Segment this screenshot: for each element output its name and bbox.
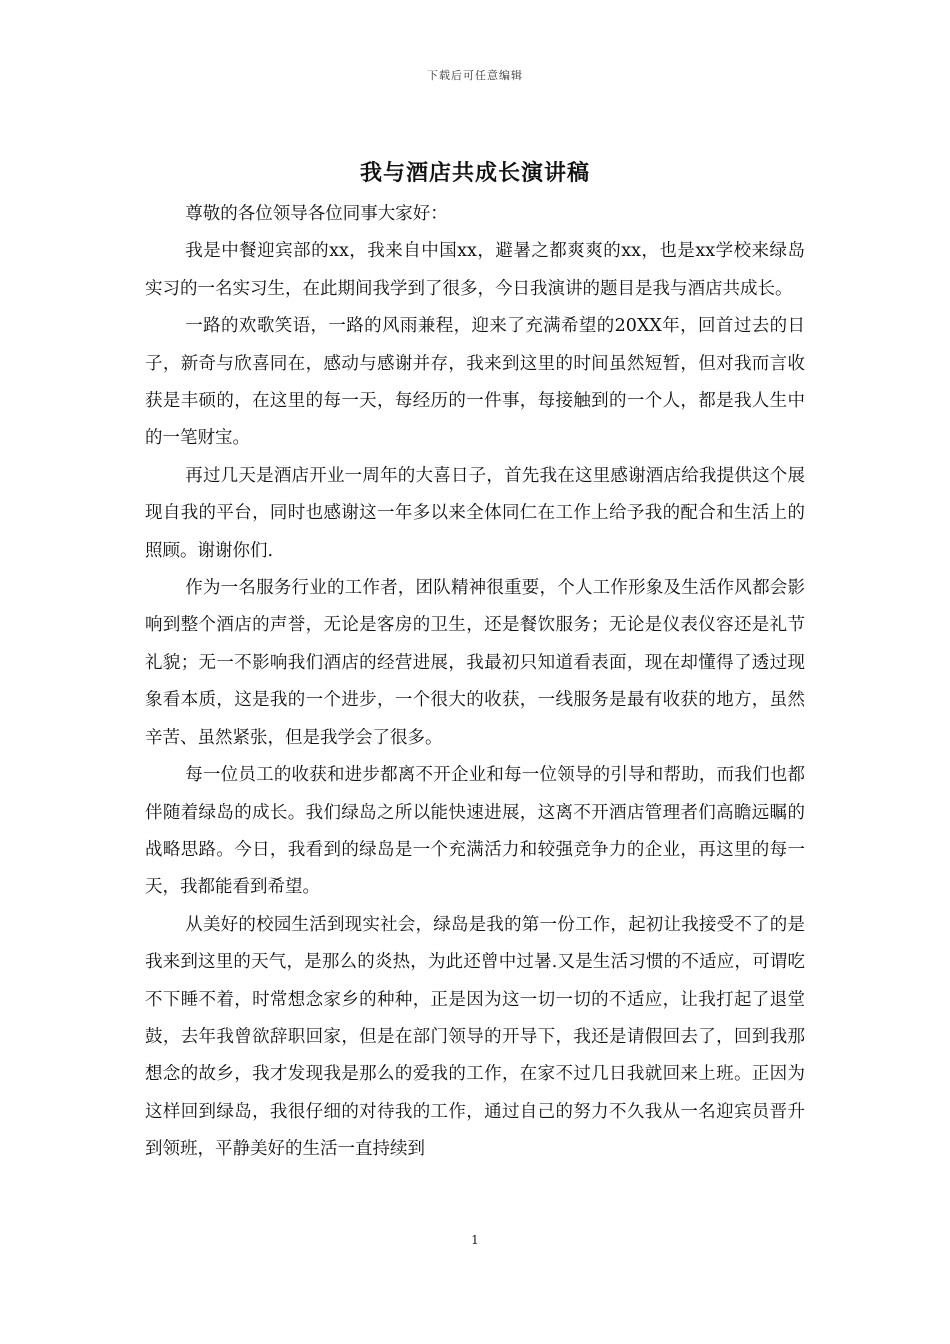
paragraph-salutation: 尊敬的各位领导各位同事大家好： xyxy=(185,204,448,224)
paragraph: 再过几天是酒店开业一周年的大喜日子，首先我在这里感谢酒店给我提供这个展现自我的平台，同时也感谢这一年多以来全体同仁在工作上给予我的配合和生活上的照顾。谢谢你们. xyxy=(145,465,805,561)
page-number: 1 xyxy=(471,1233,479,1247)
document-body xyxy=(145,196,805,1169)
paragraph: 作为一名服务行业的工作者，团队精神很重要，个人工作形象及生活作风都会影响到整个酒店的声誉，无论是客房的卫生，还是餐饮服务；无论是仪表仪容还是礼节礼貌；无一不影响我们酒店的经营进展，我最初只知道看表面，现在却懂得了透过现象看本质，这是我的一个进步，一个很大的收获，一线服务是最有收获的地方，虽然辛苦、虽然紧张，但是我学会了很多。 xyxy=(145,578,805,748)
paragraph: 我是中餐迎宾部的xx，我来自中国xx，避暑之都爽爽的xx，也是xx学校来绿岛实习的一名实习生，在此期间我学到了很多，今日我演讲的题目是我与酒店共成长。 xyxy=(145,241,805,299)
paragraph: 每一位员工的收获和进步都离不开企业和每一位领导的引导和帮助，而我们也都伴随着绿岛的成长。我们绿岛之所以能快速进展，这离不开酒店管理者们高瞻远瞩的战略思路。今日，我看到的绿岛是一个充满活力和较强竞争力的企业，再这里的每一天，我都能看到希望。 xyxy=(145,765,805,898)
paragraph: 一路的欢歌笑语，一路的风雨兼程，迎来了充满希望的20XX年，回首过去的日子，新奇与欣喜同在，感动与感谢并存，我来到这里的时间虽然短暂，但对我而言收获是丰硕的，在这里的每一天，每经历的一件事，每接触到的一个人，都是我人生中的一笔财宝。 xyxy=(145,316,805,449)
page-header: 下载后可任意编辑 xyxy=(427,69,523,82)
document-title: 我与酒店共成长演讲稿 xyxy=(359,160,590,186)
paragraph: 从美好的校园生活到现实社会，绿岛是我的第一份工作，起初让我接受不了的是我来到这里的天气，是那么的炎热，为此还曾中过暑.又是生活习惯的不适应，可谓吃不下睡不着，时常想念家乡的种种，正是因为这一切一切的不适应，让我打起了退堂鼓，去年我曾欲辞职回家，但是在部门领导的开导下，我还是请假回去了，回到我那想念的故乡，我才发现我是那么的爱我的工作，在家不过几日我就回来上班。正因为这样回到绿岛，我很仔细的对待我的工作，通过自己的努力不久我从一名迎宾员晋升到领班，平静美好的生活一直持续到 xyxy=(145,914,805,1160)
